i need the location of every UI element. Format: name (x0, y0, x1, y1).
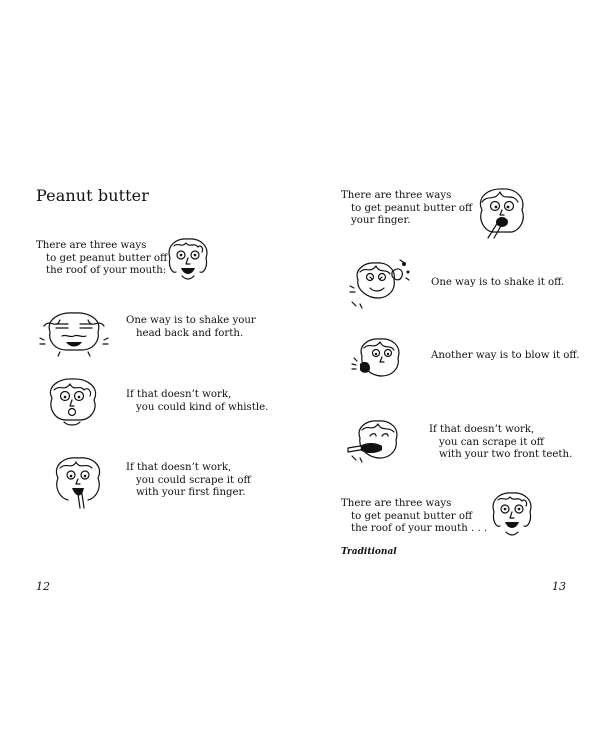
page-number: 13 (552, 580, 566, 593)
stanza-line: If that doesn’t work, (429, 424, 535, 435)
stanza-4 (429, 424, 572, 462)
face-icon-shaking-hand (348, 258, 410, 308)
stanza-4 (126, 462, 251, 500)
stanza-line: If that doesn’t work, (126, 462, 232, 473)
face-icon-finger-scraping (50, 454, 106, 510)
stanza-line: you could scrape it off (136, 474, 251, 486)
right-page (300, 0, 600, 750)
stanza-line: you could kind of whistle. (136, 401, 269, 413)
stanza-line: your finger. (351, 215, 411, 226)
page-number: 12 (36, 580, 50, 593)
face-icon-teeth-scraping (346, 416, 408, 466)
stanza-1 (36, 240, 167, 278)
stanza-line: One way is to shake it off. (431, 277, 565, 288)
stanza-line: to get peanut butter off (46, 252, 168, 264)
stanza-line: Another way is to blow it off. (431, 350, 580, 361)
stanza-line: with your first finger. (136, 487, 246, 498)
credit: Traditional (341, 547, 397, 557)
face-icon-finger-in-mouth (474, 186, 528, 240)
face-icon-open-mouth-repeat (486, 490, 538, 538)
stanza-line: head back and forth. (136, 327, 244, 339)
stanza-line: you can scrape it off (439, 436, 544, 448)
stanza-2 (431, 277, 564, 290)
stanza-5 (341, 498, 487, 536)
stanza-2 (126, 315, 256, 340)
stanza-line: If that doesn’t work, (126, 389, 232, 400)
stanza-line: with your two front teeth. (439, 449, 573, 460)
stanza-line: There are three ways (341, 190, 452, 201)
stanza-line: the roof of your mouth . . . (351, 523, 488, 534)
face-icon-whistling (44, 376, 102, 428)
stanza-3 (431, 350, 580, 363)
face-icon-open-mouth (162, 236, 214, 282)
stanza-3 (126, 389, 268, 414)
stanza-line: to get peanut butter off (351, 510, 473, 522)
stanza-line: the roof of your mouth: (46, 265, 167, 276)
stanza-line: There are three ways (341, 498, 452, 509)
face-icon-blowing (350, 334, 406, 384)
stanza-1 (341, 190, 472, 228)
stanza-line: There are three ways (36, 240, 147, 251)
poem-title: Peanut butter (36, 186, 150, 205)
stanza-line: One way is to shake your (126, 315, 256, 326)
stanza-line: to get peanut butter off (351, 202, 473, 214)
face-icon-shaking-head (36, 308, 112, 358)
